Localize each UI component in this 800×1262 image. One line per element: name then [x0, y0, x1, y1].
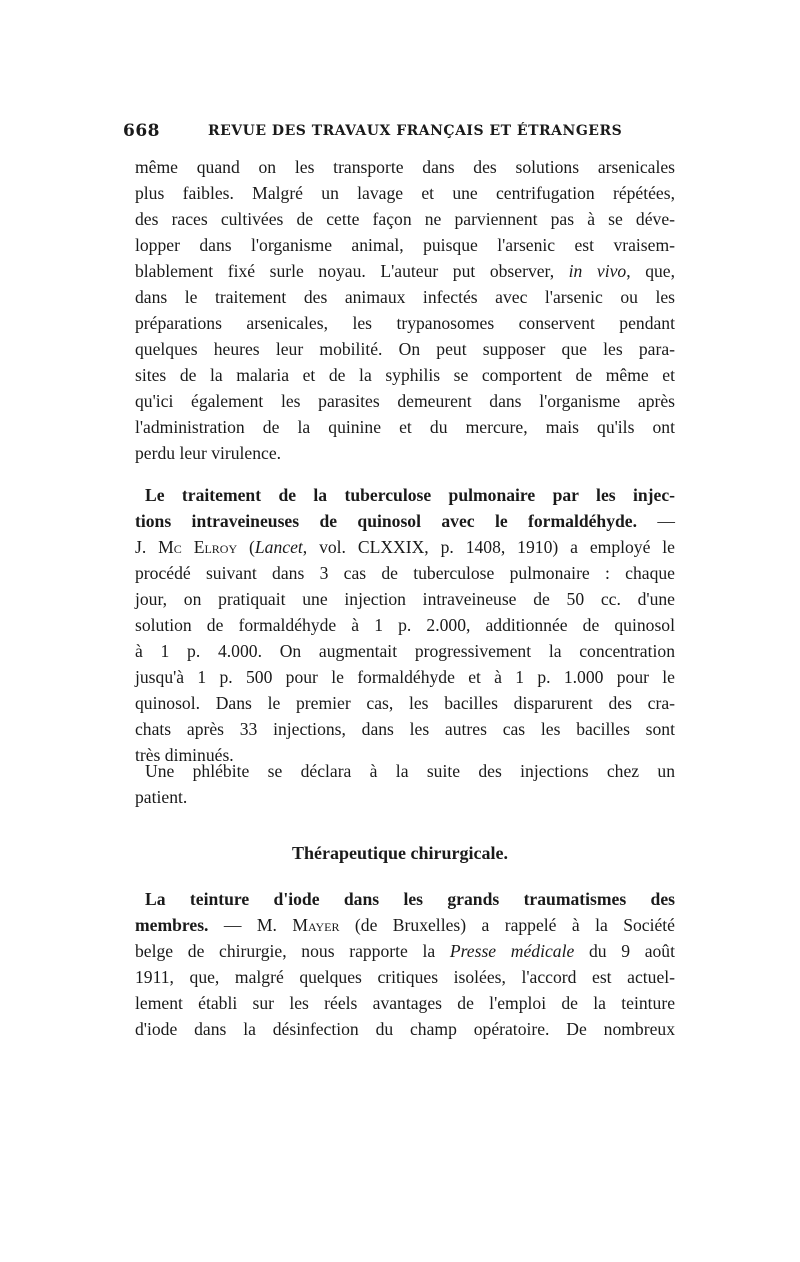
- text-line: procédé suivant dans 3 cas de tuberculose pulmonaire : chaque: [135, 563, 675, 583]
- page-number: 668: [123, 121, 160, 141]
- text-line: dans le traitement des animaux infectés avec l'arsenic ou les: [135, 287, 675, 307]
- text-line: qu'ici également les parasites demeurent dans l'organisme après: [135, 391, 675, 411]
- article-title-line: La teinture d'iode dans les grands traumatismes des: [145, 889, 675, 909]
- running-title: REVUE DES TRAVAUX FRANÇAIS ET ÉTRANGERS: [208, 123, 623, 139]
- page-header: [123, 121, 678, 147]
- text-fragment: , que,: [626, 261, 675, 281]
- italic-term: in vivo: [568, 261, 627, 281]
- text-fragment: du 9 août: [574, 941, 675, 961]
- text-line: quinosol. Dans le premier cas, les bacilles disparurent des cra-: [135, 693, 675, 713]
- journal-name: Presse médicale: [449, 941, 575, 961]
- section-heading: Thérapeutique chirurgicale.: [292, 843, 508, 863]
- text-fragment: blablement fixé surle noyau. L'auteur put observer,: [135, 261, 569, 281]
- text-line: des races cultivées de cette façon ne parviennent pas à se déve-: [135, 209, 675, 229]
- text-fragment: J.: [135, 537, 159, 557]
- paragraph-arsenic: [135, 154, 675, 466]
- text-line: sites de la malaria et de la syphilis se comportent de même et: [135, 365, 675, 385]
- journal-name: Lancet: [254, 537, 303, 557]
- text-line: [135, 912, 675, 938]
- text-line: patient.: [135, 787, 188, 807]
- paragraph-tuberculose: [135, 482, 675, 768]
- paragraph-phlebite: [135, 758, 675, 810]
- text-line: d'iode dans la désinfection du champ opératoire. De nombreux: [135, 1019, 675, 1039]
- text-fragment: (de Bruxelles) a rappelé à la Société: [339, 915, 675, 935]
- text-line: jour, on pratiquait une injection intraveineuse de 50 cc. d'une: [135, 589, 675, 609]
- article-title-line: membres.: [135, 915, 209, 935]
- text-line: à 1 p. 4.000. On augmentait progressivement la concentration: [135, 641, 675, 661]
- text-fragment: , vol. CLXXIX, p. 1408, 1910) a employé le: [302, 537, 675, 557]
- text-fragment: — M.: [208, 915, 293, 935]
- text-line: perdu leur virulence.: [135, 443, 282, 463]
- author-name: Mc Elroy: [158, 537, 238, 557]
- text-line: solution de formaldéhyde à 1 p. 2.000, additionnée de quinosol: [135, 615, 675, 635]
- text-line: lopper dans l'organisme animal, puisque l'arsenic est vraisem-: [135, 235, 675, 255]
- text-line: préparations arsenicales, les trypanosomes conservent pendant: [135, 313, 675, 333]
- text-line: [135, 938, 675, 964]
- text-fragment: belge de chirurgie, nous rapporte la: [135, 941, 450, 961]
- text-line: chats après 33 injections, dans les autres cas les bacilles sont: [135, 719, 675, 739]
- article-title-line: tions intraveineuses de quinosol avec le formaldéhyde.: [135, 511, 638, 531]
- text-line: Une phlébite se déclara à la suite des injections chez un: [145, 761, 675, 781]
- text-line: l'administration de la quinine et du mercure, mais qu'ils ont: [135, 417, 675, 437]
- text-line: jusqu'à 1 p. 500 pour le formaldéhyde et à 1 p. 1.000 pour le: [135, 667, 675, 687]
- text-line: même quand on les transporte dans des solutions arsenicales: [135, 157, 675, 177]
- article-title-line: Le traitement de la tuberculose pulmonaire par les injec-: [145, 485, 675, 505]
- author-name: Mayer: [292, 915, 340, 935]
- text-line: très diminués.: [135, 745, 234, 765]
- text-fragment: (: [249, 537, 255, 557]
- text-line: quelques heures leur mobilité. On peut supposer que les para-: [135, 339, 675, 359]
- text-line: plus faibles. Malgré un lavage et une centrifugation répétées,: [135, 183, 675, 203]
- text-line: 1911, que, malgré quelques critiques isolées, l'accord est actuel-: [135, 967, 675, 987]
- text-line: [135, 508, 675, 534]
- text-line: [135, 258, 675, 284]
- text-line: [135, 534, 675, 560]
- text-fragment: —: [637, 511, 675, 531]
- text-line: lement établi sur les réels avantages de l'emploi de la teinture: [135, 993, 675, 1013]
- paragraph-teinture-iode: [135, 886, 675, 1042]
